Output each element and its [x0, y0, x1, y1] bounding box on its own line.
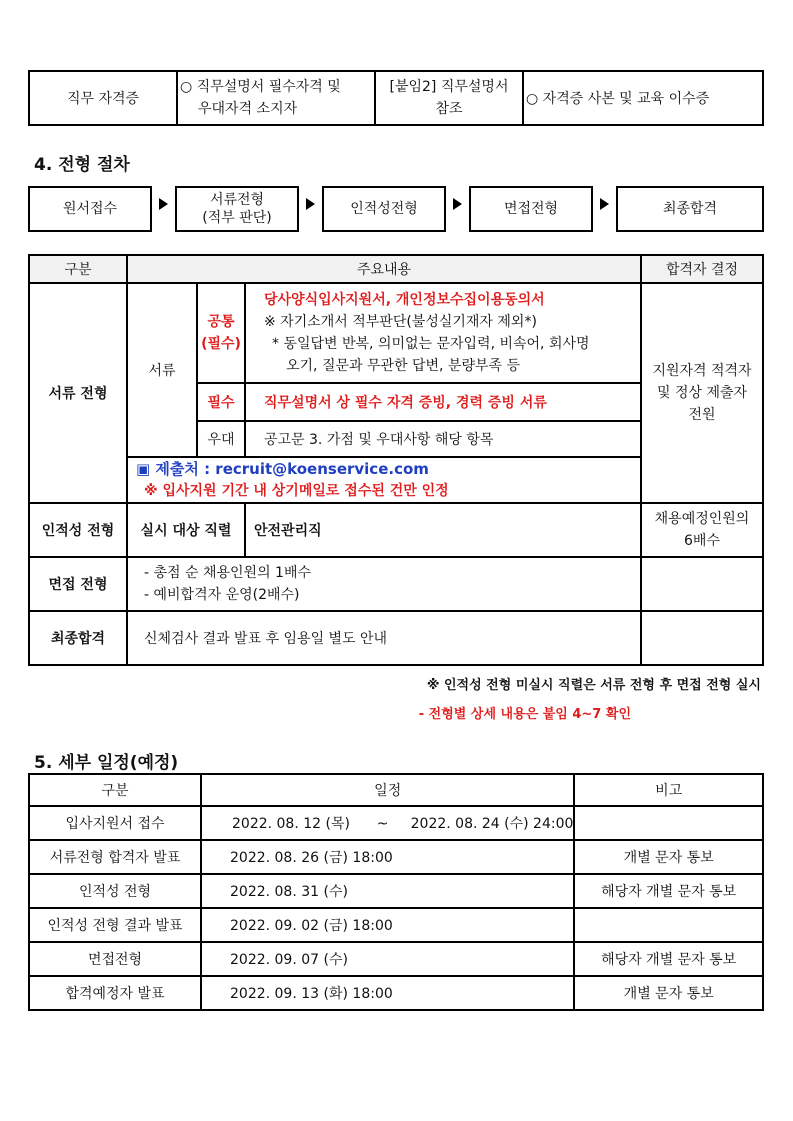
- interview-line1: - 총점 순 채용인원의 1배수: [144, 565, 311, 581]
- interview-label: 면접 전형: [29, 557, 127, 611]
- aptitude-skip-note: ※ 인적성 전형 미실시 직렬은 서류 전형 후 면접 전형 실시: [426, 678, 761, 693]
- flow-step-label: 인적성전형: [350, 201, 418, 217]
- schedule-date: 2022. 08. 26 (금) 18:00: [201, 840, 574, 874]
- aptitude-target-value: 안전관리직: [245, 503, 641, 557]
- schedule-note: [574, 806, 763, 840]
- section4-title: 4. 전형 절차: [34, 155, 130, 175]
- interview-content: [127, 557, 641, 611]
- header-decision: 합격자 결정: [641, 255, 763, 283]
- interview-line2: - 예비합격자 운영(2배수): [144, 587, 300, 603]
- qualification-reference-line2: 참조: [435, 101, 463, 117]
- schedule-date: 2022. 08. 12 (목) ~ 2022. 08. 24 (수) 24:00: [201, 806, 574, 840]
- aptitude-decision-line2: 6배수: [684, 533, 720, 549]
- detail-reference-note: - 전형별 상세 내용은 붙임 4~7 확인: [418, 707, 631, 722]
- required-content: 직무설명서 상 필수 자격 증빙, 경력 증빙 서류: [245, 383, 641, 421]
- exclusion-note-line1: * 동일답변 반복, 의미없는 문자입력, 비속어, 회사명: [272, 336, 590, 352]
- schedule-note: 개별 문자 통보: [574, 976, 763, 1010]
- aptitude-decision-line1: 채용예정인원의: [654, 511, 750, 527]
- preferred-content: 공고문 3. 가점 및 우대사항 해당 항목: [245, 421, 641, 457]
- arrow-right-icon: [159, 198, 168, 210]
- self-intro-note: ※ 자기소개서 적부판단(불성실기재자 제외*): [264, 314, 537, 330]
- schedule-item: 서류전형 합격자 발표: [29, 840, 201, 874]
- qualification-docs: ○ 자격증 사본 및 교육 이수증: [523, 71, 763, 125]
- qualification-label: 직무 자격증: [29, 71, 177, 125]
- schedule-note: 해당자 개별 문자 통보: [574, 942, 763, 976]
- arrow-right-icon: [600, 198, 609, 210]
- interview-decision: [641, 557, 763, 611]
- schedule-note: 해당자 개별 문자 통보: [574, 874, 763, 908]
- section5-title: 5. 세부 일정(예정): [34, 753, 179, 773]
- header-category: 구분: [29, 255, 127, 283]
- common-required-content: [245, 283, 641, 383]
- submission-email: ▣ 제출처 : recruit@koenservice.com: [136, 460, 429, 478]
- schedule-date: 2022. 09. 02 (금) 18:00: [201, 908, 574, 942]
- flow-step-label: 원서접수: [62, 201, 118, 217]
- schedule-header-note: 비고: [574, 774, 763, 806]
- schedule-table: [28, 773, 764, 1011]
- aptitude-decision: [641, 503, 763, 557]
- schedule-item: 인적성 전형 결과 발표: [29, 908, 201, 942]
- arrow-right-icon: [306, 198, 315, 210]
- header-content: 주요내용: [127, 255, 641, 283]
- preferred-label: 우대: [197, 421, 245, 457]
- flow-step-interview: [469, 186, 593, 232]
- screening-table: [28, 254, 764, 666]
- flow-step-application: [28, 186, 152, 232]
- schedule-header-item: 구분: [29, 774, 201, 806]
- final-label: 최종합격: [29, 611, 127, 665]
- final-content: 신체검사 결과 발표 후 임용일 별도 안내: [127, 611, 641, 665]
- flow-step-sublabel: (적부 판단): [202, 210, 272, 226]
- schedule-date: 2022. 08. 31 (수): [201, 874, 574, 908]
- flow-step-aptitude: [322, 186, 446, 232]
- qualification-reference: [375, 71, 523, 125]
- qualification-table: [28, 70, 764, 126]
- schedule-item: 면접전형: [29, 942, 201, 976]
- doc-decision-line3: 전원: [688, 407, 716, 423]
- flow-step-label: 서류전형: [209, 192, 265, 208]
- flow-step-label: 최종합격: [662, 201, 718, 217]
- exclusion-note-line2: 오기, 질문과 무관한 답변, 분량부족 등: [286, 358, 521, 374]
- schedule-date: 2022. 09. 13 (화) 18:00: [201, 976, 574, 1010]
- doc-decision-line2: 및 정상 제출자: [656, 385, 748, 401]
- doc-screening-label: 서류 전형: [29, 283, 127, 503]
- common-docs: 당사양식입사지원서, 개인정보수집이용동의서: [264, 292, 545, 308]
- common-label-line2: (필수): [201, 336, 241, 352]
- doc-decision-line1: 지원자격 적격자: [652, 363, 752, 379]
- schedule-header-date: 일정: [201, 774, 574, 806]
- schedule-item: 입사지원서 접수: [29, 806, 201, 840]
- aptitude-target-label: 실시 대상 직렬: [127, 503, 245, 557]
- doc-decision: [641, 283, 763, 503]
- qualification-requirement: [177, 71, 375, 125]
- process-flow: [28, 186, 764, 232]
- flow-step-label: 면접전형: [503, 201, 559, 217]
- submission-note: ※ 입사지원 기간 내 상기메일로 접수된 건만 인정: [144, 483, 449, 499]
- qualification-requirement-line2: 우대자격 소지자: [198, 101, 298, 117]
- common-label-line1: 공통: [207, 314, 235, 330]
- common-required-label: [197, 283, 245, 383]
- schedule-date: 2022. 09. 07 (수): [201, 942, 574, 976]
- schedule-item: 인적성 전형: [29, 874, 201, 908]
- doc-sub-label: 서류: [127, 283, 197, 457]
- schedule-item: 합격예정자 발표: [29, 976, 201, 1010]
- submission-info: [127, 457, 641, 503]
- required-label: 필수: [197, 383, 245, 421]
- final-decision: [641, 611, 763, 665]
- aptitude-label: 인적성 전형: [29, 503, 127, 557]
- schedule-note: 개별 문자 통보: [574, 840, 763, 874]
- arrow-right-icon: [453, 198, 462, 210]
- schedule-note: [574, 908, 763, 942]
- flow-step-document: [175, 186, 299, 232]
- qualification-requirement-line1: ○ 직무설명서 필수자격 및: [180, 79, 341, 95]
- qualification-reference-line1: [붙임2] 직무설명서: [389, 79, 509, 95]
- flow-step-final: [616, 186, 764, 232]
